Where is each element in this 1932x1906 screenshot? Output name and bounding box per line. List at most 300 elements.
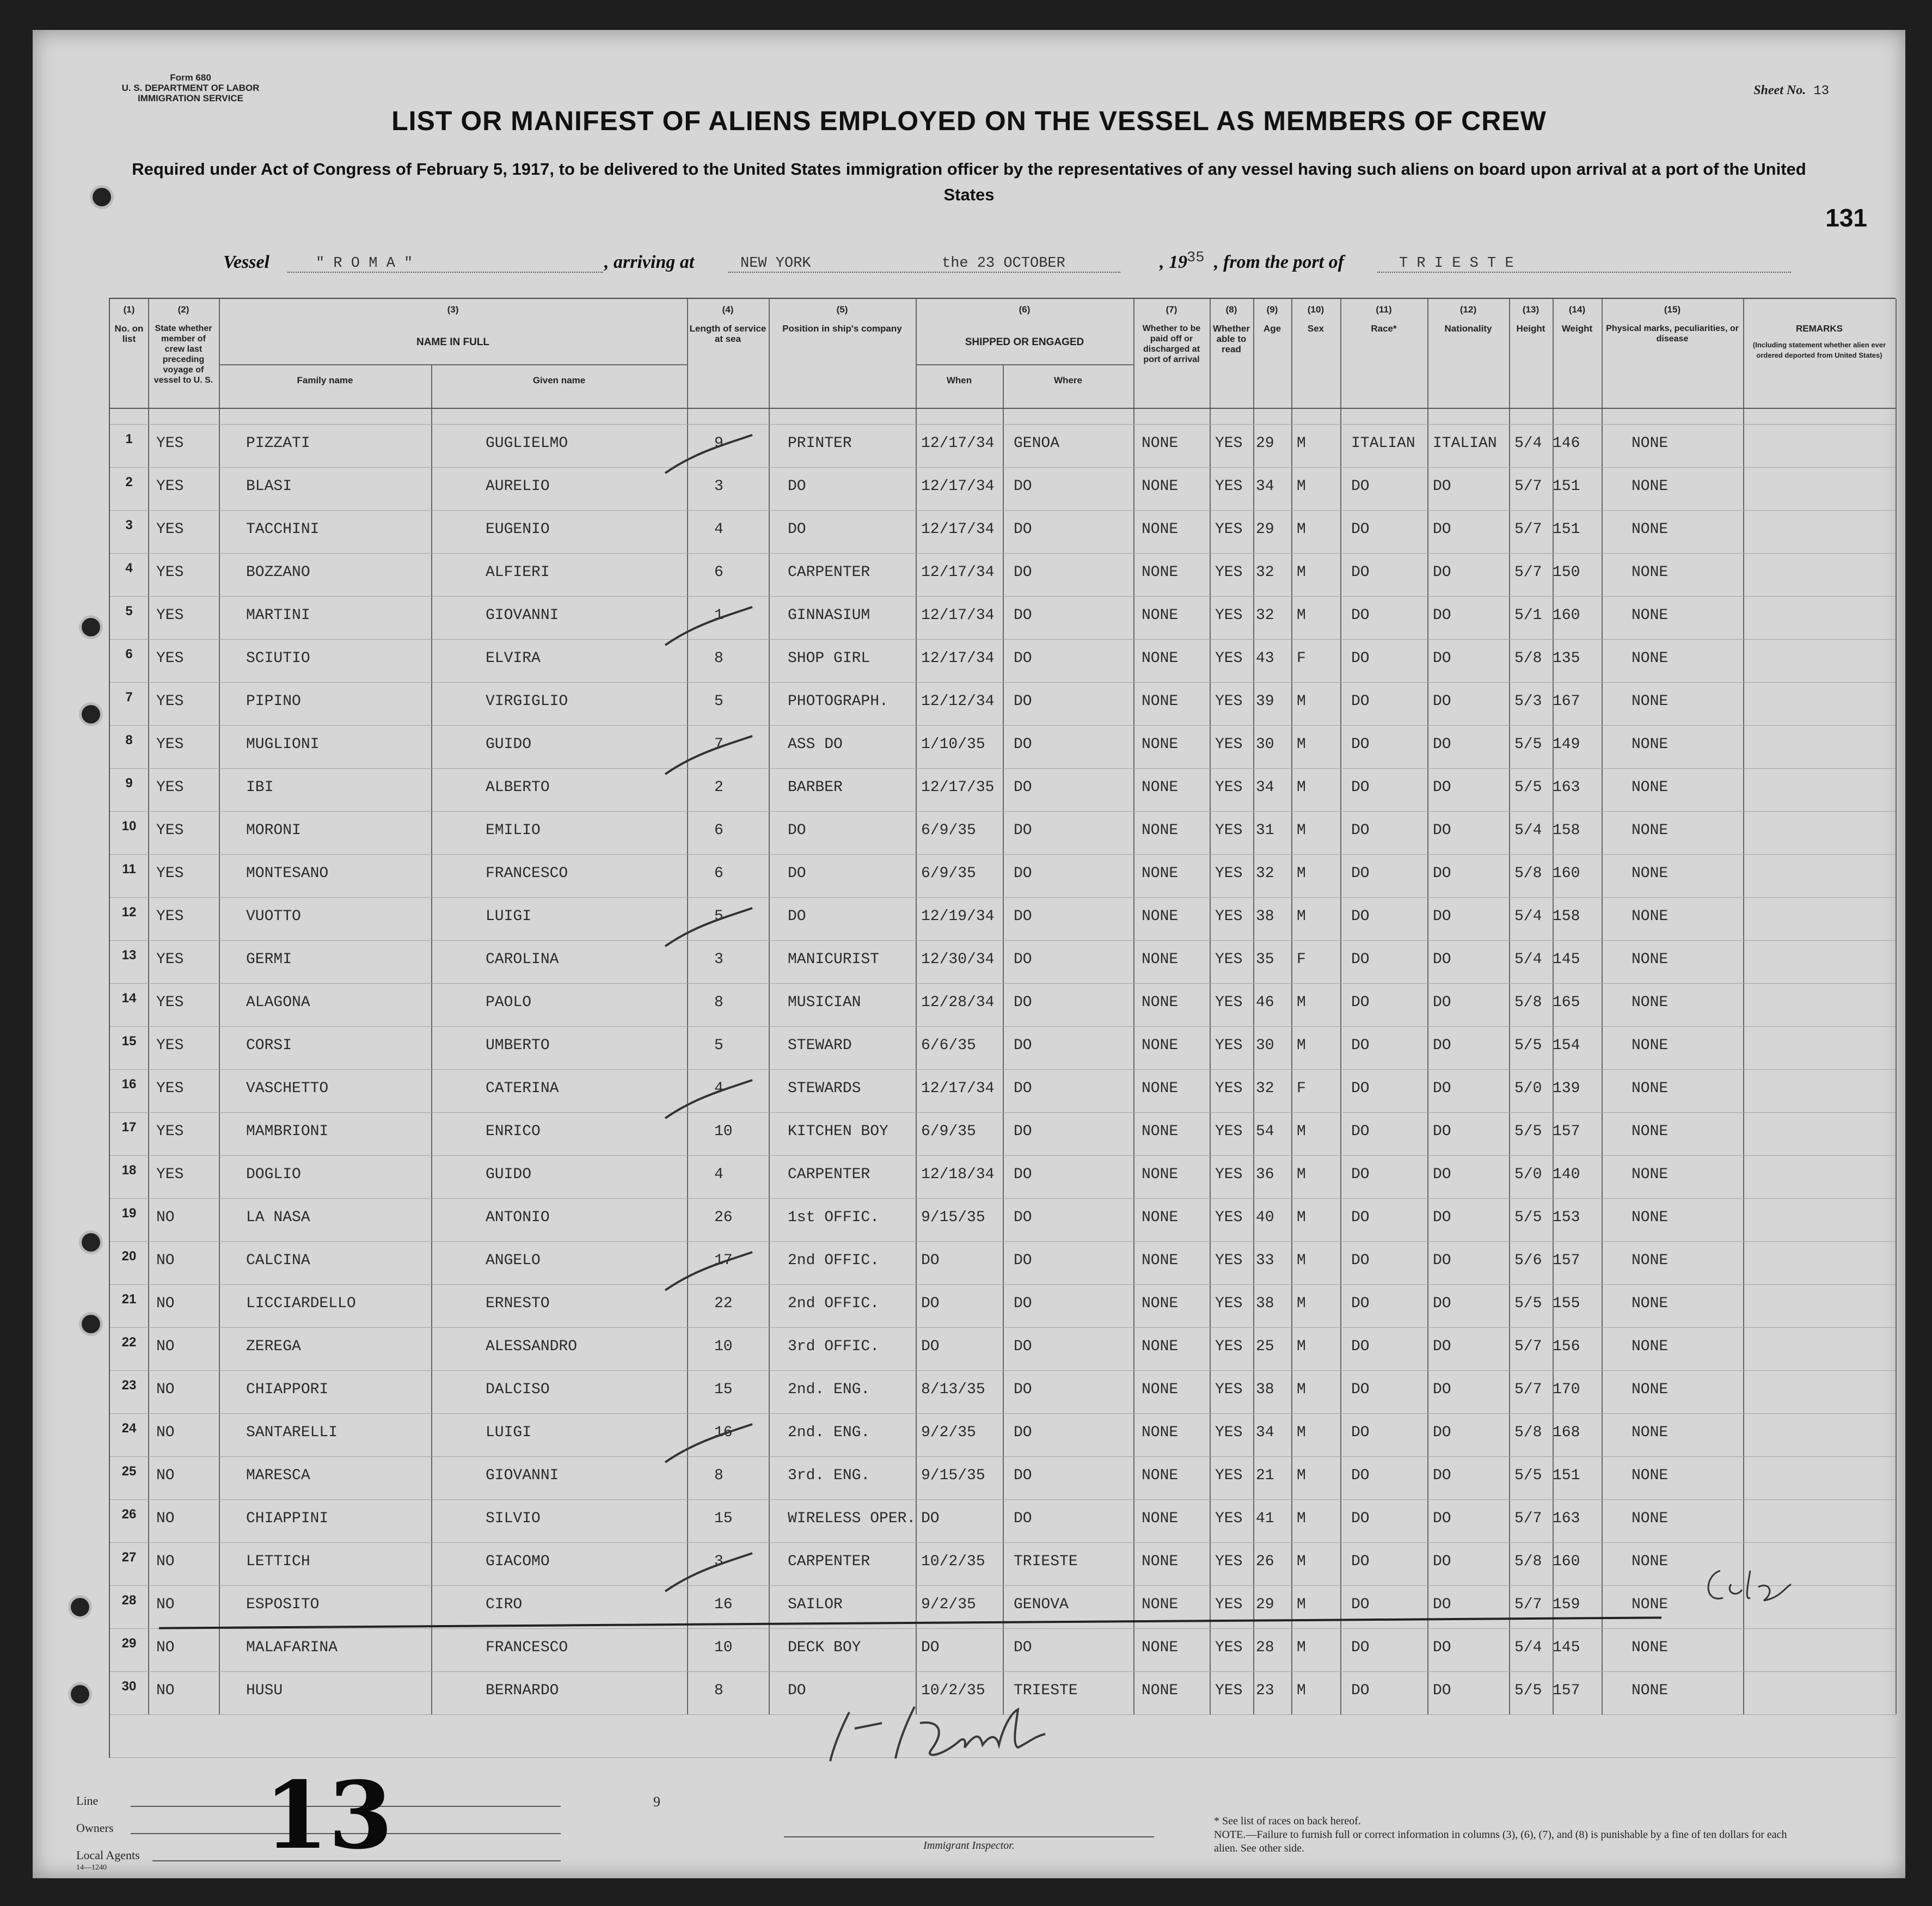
table-cell: DO <box>1351 564 1370 581</box>
row-number: 4 <box>125 561 133 575</box>
table-cell: CARPENTER <box>788 1166 870 1183</box>
table-cell: DO <box>788 478 806 495</box>
table-cell: NONE <box>1142 951 1179 968</box>
row-rule <box>110 1198 1896 1199</box>
column-header: Age <box>1263 323 1281 334</box>
table-cell: LUIGI <box>486 908 532 925</box>
table-cell: M <box>1297 564 1306 581</box>
table-cell: YES <box>1215 1252 1243 1269</box>
table-cell: 10/2/35 <box>921 1553 985 1570</box>
table-cell: NONE <box>1632 1682 1669 1699</box>
table-cell: DO <box>1433 693 1451 710</box>
table-cell: NONE <box>1632 607 1669 624</box>
table-cell: F <box>1297 1080 1306 1097</box>
table-cell: M <box>1297 1467 1306 1484</box>
punch-hole <box>82 618 100 636</box>
table-row <box>110 1206 1896 1231</box>
table-row <box>110 1636 1896 1661</box>
table-cell: DO <box>1433 1123 1451 1140</box>
table-cell: NONE <box>1632 1510 1669 1527</box>
table-cell: CARPENTER <box>788 564 870 581</box>
table-cell: 158 <box>1553 908 1580 925</box>
table-cell: GIOVANNI <box>486 1467 559 1484</box>
table-cell: 40 <box>1256 1209 1274 1226</box>
table-cell: 4 <box>714 1080 723 1097</box>
table-cell: YES <box>156 736 184 753</box>
table-cell: ERNESTO <box>486 1295 550 1312</box>
table-cell: M <box>1297 1510 1306 1527</box>
punch-hole <box>71 1598 89 1616</box>
table-cell: 167 <box>1553 693 1580 710</box>
table-cell: DO <box>1014 1252 1032 1269</box>
table-cell: DO <box>1433 1295 1451 1312</box>
table-cell: 26 <box>714 1209 733 1226</box>
table-cell: NONE <box>1632 1037 1669 1054</box>
table-cell: 2nd OFFIC. <box>788 1295 880 1312</box>
row-number: 19 <box>121 1206 137 1221</box>
column-number: (10) <box>1307 304 1324 315</box>
column-subheader: (Including statement whether alien ever ordered deported from United States) <box>1752 341 1886 359</box>
column-subheader: Family name <box>297 375 353 385</box>
table-cell: 34 <box>1256 779 1274 796</box>
table-cell: M <box>1297 1639 1306 1656</box>
table-cell: CORSI <box>246 1037 292 1054</box>
footer-note: * See list of races on back hereof. NOTE.—Failure to furnish full or correct information in columns (3), (6), (7), and (8) is punishable by a fine of ten dollars for each alien. See other side. <box>1214 1815 1787 1854</box>
table-cell: 38 <box>1256 1381 1274 1398</box>
table-cell: 5/4 <box>1514 822 1542 839</box>
row-number: 9 <box>125 776 133 790</box>
table-cell: 160 <box>1553 1553 1580 1570</box>
table-cell: BOZZANO <box>246 564 310 581</box>
table-cell: DO <box>1014 478 1032 495</box>
page-number: 131 <box>1825 204 1867 232</box>
table-cell: 12/17/35 <box>921 779 995 796</box>
table-cell: YES <box>1215 435 1243 452</box>
table-cell: DO <box>1014 650 1032 667</box>
table-cell: DO <box>1433 1252 1451 1269</box>
table-cell: DO <box>1351 1381 1370 1398</box>
tally-marks <box>654 424 763 1785</box>
table-cell: MAMBRIONI <box>246 1123 329 1140</box>
table-cell: 170 <box>1553 1381 1580 1398</box>
table-cell: M <box>1297 908 1306 925</box>
table-cell: 1/10/35 <box>921 736 985 753</box>
table-cell: 3rd. ENG. <box>788 1467 870 1484</box>
table-cell: 151 <box>1553 1467 1580 1484</box>
table-cell: NONE <box>1632 1467 1669 1484</box>
table-cell: 43 <box>1256 650 1274 667</box>
table-cell: DO <box>1014 607 1032 624</box>
row-rule <box>110 1542 1896 1543</box>
table-cell: NONE <box>1632 1338 1669 1355</box>
small-handwritten-mark: 9 <box>653 1794 660 1810</box>
table-cell: DO <box>1014 779 1032 796</box>
table-row <box>110 1593 1896 1618</box>
table-cell: 5/1 <box>1514 607 1542 624</box>
table-cell: M <box>1297 1037 1306 1054</box>
row-number: 10 <box>121 819 137 834</box>
table-row <box>110 1335 1896 1360</box>
table-cell: YES <box>156 1123 184 1140</box>
table-cell: DO <box>1351 951 1370 968</box>
departure-port: T R I E S T E <box>1399 255 1514 272</box>
table-cell: EUGENIO <box>486 521 550 538</box>
table-cell: CIRO <box>486 1596 523 1613</box>
table-cell: 5/7 <box>1514 521 1542 538</box>
table-cell: 35 <box>1256 951 1274 968</box>
arriving-label: , arriving at <box>604 252 695 272</box>
table-cell: 12/17/34 <box>921 607 995 624</box>
table-cell: 156 <box>1553 1338 1580 1355</box>
table-cell: DO <box>1351 693 1370 710</box>
table-cell: GENOVA <box>1014 1596 1069 1613</box>
row-rule <box>110 940 1896 941</box>
table-cell: 32 <box>1256 607 1274 624</box>
punch-hole <box>93 188 111 206</box>
table-cell: 5/4 <box>1514 908 1542 925</box>
column-number: (6) <box>1019 304 1031 315</box>
column-header: Whether to be paid off or discharged at port of arrival <box>1142 324 1201 364</box>
table-cell: CHIAPPINI <box>246 1510 329 1527</box>
table-cell: 5/8 <box>1514 865 1542 882</box>
table-cell: 46 <box>1256 994 1274 1011</box>
table-cell: DO <box>1433 650 1451 667</box>
table-cell: DO <box>1014 1123 1032 1140</box>
table-cell: NONE <box>1142 865 1179 882</box>
table-cell: NONE <box>1142 435 1179 452</box>
table-cell: 8 <box>714 994 723 1011</box>
table-cell: DO <box>1351 1123 1370 1140</box>
table-cell: NONE <box>1142 521 1179 538</box>
table-cell: DO <box>1433 1596 1451 1613</box>
table-cell: SILVIO <box>486 1510 541 1527</box>
table-cell: AURELIO <box>486 478 550 495</box>
table-cell: LA NASA <box>246 1209 310 1226</box>
table-cell: 145 <box>1553 951 1580 968</box>
table-cell: CARPENTER <box>788 1553 870 1570</box>
table-cell: ITALIAN <box>1433 435 1497 452</box>
table-cell: LETTICH <box>246 1553 310 1570</box>
table-cell: NONE <box>1142 1166 1179 1183</box>
table-cell: M <box>1297 779 1306 796</box>
table-cell: 6/9/35 <box>921 822 976 839</box>
table-cell: 163 <box>1553 779 1580 796</box>
table-cell: NONE <box>1142 1467 1179 1484</box>
table-cell: NO <box>156 1682 175 1699</box>
table-cell: DO <box>1014 1381 1032 1398</box>
table-cell: DO <box>1351 1338 1370 1355</box>
table-cell: YES <box>1215 908 1243 925</box>
row-number: 6 <box>125 647 133 661</box>
column-number: (5) <box>836 304 848 315</box>
row-number: 21 <box>121 1292 137 1307</box>
table-cell: DO <box>921 1338 940 1355</box>
table-cell: M <box>1297 693 1306 710</box>
table-cell: DO <box>1014 1510 1032 1527</box>
row-rule <box>110 1456 1896 1457</box>
table-cell: 25 <box>1256 1338 1274 1355</box>
table-cell: SHOP GIRL <box>788 650 870 667</box>
row-rule <box>110 639 1896 640</box>
table-cell: 8/13/35 <box>921 1381 985 1398</box>
table-cell: 17 <box>714 1252 733 1269</box>
table-cell: 146 <box>1553 435 1580 452</box>
table-cell: NONE <box>1142 908 1179 925</box>
column-number: (9) <box>1266 304 1278 315</box>
table-cell: 28 <box>1256 1639 1274 1656</box>
table-cell: YES <box>1215 1381 1243 1398</box>
table-cell: 159 <box>1553 1596 1580 1613</box>
table-cell: NONE <box>1142 1510 1179 1527</box>
table-cell: NONE <box>1142 478 1179 495</box>
table-cell: YES <box>1215 693 1243 710</box>
row-rule <box>110 1628 1896 1629</box>
table-cell: 135 <box>1553 650 1580 667</box>
punch-hole <box>71 1685 89 1703</box>
row-rule <box>110 854 1896 855</box>
table-cell: 9/15/35 <box>921 1467 985 1484</box>
table-cell: 158 <box>1553 822 1580 839</box>
row-rule <box>110 725 1896 726</box>
row-rule <box>110 897 1896 898</box>
row-number: 5 <box>125 604 133 618</box>
table-cell: YES <box>1215 1209 1243 1226</box>
table-cell: DO <box>1351 865 1370 882</box>
table-cell: DO <box>1351 650 1370 667</box>
table-cell: MORONI <box>246 822 301 839</box>
table-cell: DO <box>921 1639 940 1656</box>
row-rule <box>110 1327 1896 1328</box>
column-number: (4) <box>722 304 734 315</box>
table-cell: DO <box>1014 865 1032 882</box>
page-subtitle: Required under Act of Congress of February 5, 1917, to be delivered to the United States immigration officer by the representatives of any vessel having such aliens on board upon arrival at a port of the United States <box>132 160 1806 204</box>
table-cell: NONE <box>1142 564 1179 581</box>
table-cell: NONE <box>1632 951 1669 968</box>
table-row <box>110 432 1896 457</box>
table-cell: YES <box>1215 1553 1243 1570</box>
table-cell: NONE <box>1142 1295 1179 1312</box>
column-number: (14) <box>1568 304 1586 315</box>
table-cell: DOGLIO <box>246 1166 301 1183</box>
table-cell: NONE <box>1142 1252 1179 1269</box>
column-header: Sex <box>1307 323 1324 334</box>
table-row <box>110 905 1896 930</box>
table-cell: NO <box>156 1467 175 1484</box>
table-cell: HUSU <box>246 1682 283 1699</box>
sheet-number: Sheet No. 13 <box>1753 83 1829 99</box>
row-rule <box>110 1069 1896 1070</box>
table-cell: DO <box>1433 1639 1451 1656</box>
table-cell: NONE <box>1142 822 1179 839</box>
table-cell: DO <box>1351 994 1370 1011</box>
table-cell: NONE <box>1632 1209 1669 1226</box>
table-cell: PAOLO <box>486 994 532 1011</box>
table-cell: M <box>1297 435 1306 452</box>
table-cell: 8 <box>714 1682 723 1699</box>
table-cell: 12/12/34 <box>921 693 995 710</box>
table-cell: DO <box>1433 1037 1451 1054</box>
table-cell: NO <box>156 1553 175 1570</box>
table-cell: 12/17/34 <box>921 478 995 495</box>
table-cell: 16 <box>714 1424 733 1441</box>
table-cell: YES <box>1215 1510 1243 1527</box>
table-cell: NONE <box>1142 779 1179 796</box>
table-cell: M <box>1297 1381 1306 1398</box>
vessel-name: " R O M A " <box>316 255 413 272</box>
table-cell: ITALIAN <box>1351 435 1415 452</box>
column-subheader: When <box>946 375 972 385</box>
table-row <box>110 1120 1896 1145</box>
table-cell: YES <box>1215 779 1243 796</box>
row-28-strikeout <box>159 1616 1661 1629</box>
table-cell: 8 <box>714 1467 723 1484</box>
table-row <box>110 475 1896 500</box>
table-cell: 5/5 <box>1514 736 1542 753</box>
table-cell: VIRGIGLIO <box>486 693 568 710</box>
table-cell: 153 <box>1553 1209 1580 1226</box>
handwritten-remark <box>1698 1560 1796 1609</box>
table-cell: YES <box>1215 822 1243 839</box>
table-cell: 5/7 <box>1514 1338 1542 1355</box>
column-number: (7) <box>1166 304 1177 315</box>
table-cell: PRINTER <box>788 435 852 452</box>
table-cell: NONE <box>1632 1424 1669 1441</box>
row-rule <box>110 1241 1896 1242</box>
table-cell: DO <box>1014 521 1032 538</box>
table-cell: DO <box>1351 1639 1370 1656</box>
table-cell: DO <box>1351 1424 1370 1441</box>
table-cell: TRIESTE <box>1014 1553 1078 1570</box>
table-cell: PHOTOGRAPH. <box>788 693 888 710</box>
table-cell: FRANCESCO <box>486 1639 568 1656</box>
row-number: 17 <box>121 1120 137 1135</box>
table-cell: 5/3 <box>1514 693 1542 710</box>
table-cell: M <box>1297 521 1306 538</box>
table-cell: DO <box>788 521 806 538</box>
table-cell: DO <box>1433 1510 1451 1527</box>
column-number: (12) <box>1459 304 1477 315</box>
table-row <box>110 1077 1896 1102</box>
table-cell: 6/6/35 <box>921 1037 976 1054</box>
table-cell: YES <box>1215 650 1243 667</box>
table-cell: DO <box>1351 607 1370 624</box>
row-rule <box>110 510 1896 511</box>
vessel-info-line <box>223 252 1802 285</box>
table-cell: NONE <box>1632 1639 1669 1656</box>
table-cell: KITCHEN BOY <box>788 1123 888 1140</box>
table-cell: DO <box>1433 1166 1451 1183</box>
table-row <box>110 647 1896 672</box>
table-cell: YES <box>1215 1037 1243 1054</box>
table-cell: NONE <box>1632 865 1669 882</box>
table-cell: YES <box>156 478 184 495</box>
table-row <box>110 1507 1896 1532</box>
table-cell: M <box>1297 1682 1306 1699</box>
table-cell: DO <box>1014 1295 1032 1312</box>
table-row <box>110 1034 1896 1059</box>
table-cell: 5/7 <box>1514 1596 1542 1613</box>
crew-table <box>109 298 1896 1758</box>
table-cell: 5/4 <box>1514 1639 1542 1656</box>
table-cell: 12/30/34 <box>921 951 995 968</box>
table-cell: M <box>1297 1424 1306 1441</box>
table-cell: ENRICO <box>486 1123 541 1140</box>
table-cell: 157 <box>1553 1123 1580 1140</box>
table-cell: 5/5 <box>1514 1209 1542 1226</box>
table-cell: LUIGI <box>486 1424 532 1441</box>
table-row <box>110 991 1896 1016</box>
table-cell: 9/2/35 <box>921 1596 976 1613</box>
table-cell: DO <box>1433 1209 1451 1226</box>
punch-hole <box>82 1315 100 1333</box>
table-cell: 2nd. ENG. <box>788 1424 870 1441</box>
table-cell: NONE <box>1142 650 1179 667</box>
row-number: 25 <box>121 1464 137 1479</box>
table-cell: 32 <box>1256 564 1274 581</box>
subheader-divider <box>916 364 1133 365</box>
table-cell: YES <box>156 822 184 839</box>
row-number: 11 <box>122 862 136 877</box>
table-cell: YES <box>1215 865 1243 882</box>
table-cell: YES <box>1215 1467 1243 1484</box>
table-cell: DO <box>1351 908 1370 925</box>
table-cell: 2nd OFFIC. <box>788 1252 880 1269</box>
table-cell: M <box>1297 1295 1306 1312</box>
table-cell: NONE <box>1632 1381 1669 1398</box>
table-cell: DO <box>1433 736 1451 753</box>
table-cell: NO <box>156 1510 175 1527</box>
table-cell: 6 <box>714 564 723 581</box>
table-cell: DO <box>1351 1510 1370 1527</box>
table-cell: STEWARD <box>788 1037 852 1054</box>
table-cell: NO <box>156 1295 175 1312</box>
row-rule <box>110 1585 1896 1586</box>
table-cell: VUOTTO <box>246 908 301 925</box>
table-cell: 12/17/34 <box>921 435 995 452</box>
table-cell: DO <box>921 1295 940 1312</box>
table-cell: CALCINA <box>246 1252 310 1269</box>
table-cell: BARBER <box>788 779 843 796</box>
table-cell: 5/5 <box>1514 1682 1542 1699</box>
punch-hole <box>82 705 100 724</box>
table-cell: 39 <box>1256 693 1274 710</box>
table-cell: DO <box>1014 994 1032 1011</box>
table-cell: DO <box>1014 1080 1032 1097</box>
table-cell: 7 <box>714 736 723 753</box>
table-cell: 41 <box>1256 1510 1274 1527</box>
table-cell: DO <box>1351 1596 1370 1613</box>
table-cell: DO <box>1433 521 1451 538</box>
row-rule <box>110 768 1896 769</box>
table-cell: YES <box>1215 1424 1243 1441</box>
table-cell: NONE <box>1142 607 1179 624</box>
table-cell: DO <box>788 865 806 882</box>
table-cell: DO <box>1014 1424 1032 1441</box>
row-number: 23 <box>121 1378 137 1393</box>
table-cell: 15 <box>714 1510 733 1527</box>
table-cell: YES <box>156 435 184 452</box>
column-subheader: Given name <box>532 375 586 385</box>
table-cell: DO <box>1433 564 1451 581</box>
table-cell: YES <box>156 1037 184 1054</box>
table-cell: 155 <box>1553 1295 1580 1312</box>
table-row <box>110 1550 1896 1575</box>
table-row <box>110 819 1896 844</box>
table-cell: M <box>1297 736 1306 753</box>
column-header: Nationality <box>1444 323 1492 334</box>
table-cell: GUIDO <box>486 1166 532 1183</box>
table-cell: 5/7 <box>1514 1381 1542 1398</box>
